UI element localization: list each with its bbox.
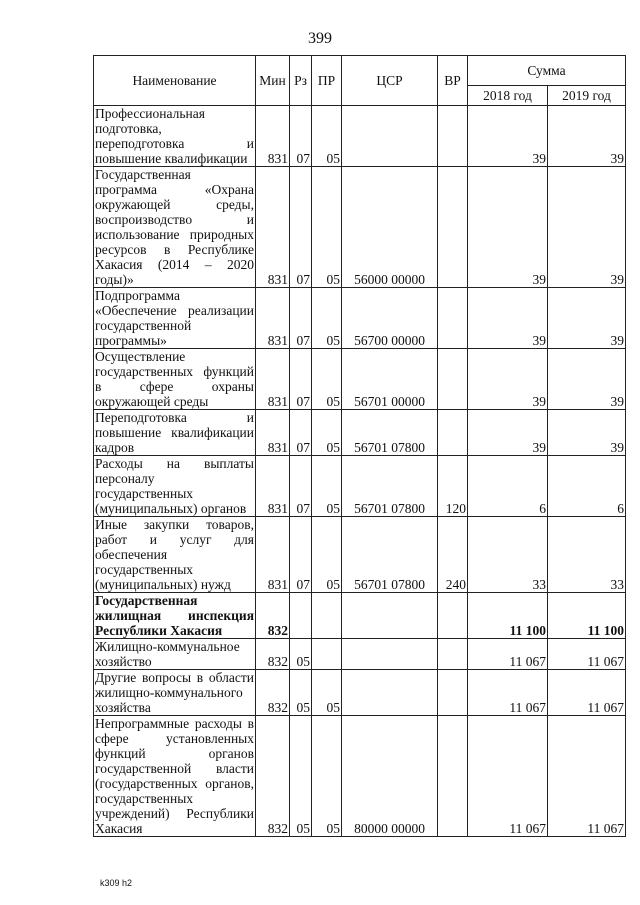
cell-pr: 05 <box>312 670 342 716</box>
cell-y2018: 6 <box>468 456 548 517</box>
table-row <box>94 410 626 456</box>
cell-rz: 07 <box>290 410 312 456</box>
cell-rz: 05 <box>290 670 312 716</box>
cell-pr: 05 <box>312 716 342 837</box>
cell-name: Другие вопросы в области жилищно-коммунального хозяйства <box>95 670 254 715</box>
cell-y2018: 11 067 <box>468 670 548 716</box>
table-row <box>94 593 626 639</box>
cell-name: Жилищно-коммунальное хозяйство <box>94 639 256 670</box>
cell-y2018: 39 <box>468 106 548 167</box>
cell-pr: 05 <box>312 517 342 593</box>
cell-rz: 07 <box>290 288 312 349</box>
header-pr: ПР <box>312 56 342 106</box>
cell-rz: 07 <box>290 167 312 288</box>
cell-name: Непрограммные расходы в сфере установленных функций органов государственной власти (государственных органов, государственных учреждений) Республики Хакасия <box>95 716 254 836</box>
cell-y2019: 39 <box>548 349 626 410</box>
table-row <box>94 716 626 837</box>
cell-csr <box>342 670 438 716</box>
cell-min: 832 <box>256 716 290 837</box>
cell-vr: 240 <box>438 517 468 593</box>
table-row <box>94 106 626 167</box>
cell-name: Государственная программа «Охрана окружающей среды, воспроизводство и использование природных ресурсов в Республике Хакасия (2014 – 2020 годы)» <box>95 167 254 287</box>
cell-rz: 05 <box>290 716 312 837</box>
cell-csr: 80000 00000 <box>342 716 438 837</box>
cell-vr <box>438 593 468 639</box>
budget-table <box>93 55 626 837</box>
cell-vr <box>438 349 468 410</box>
cell-vr <box>438 106 468 167</box>
cell-pr: 05 <box>312 288 342 349</box>
cell-min: 831 <box>256 167 290 288</box>
cell-y2018: 11 100 <box>468 593 548 639</box>
cell-csr: 56701 07800 <box>342 517 438 593</box>
header-csr: ЦСР <box>342 56 438 106</box>
cell-y2018: 39 <box>468 349 548 410</box>
cell-csr: 56701 00000 <box>342 349 438 410</box>
cell-name: Осуществление государственных функций в сфере охраны окружающей среды <box>95 349 254 409</box>
cell-rz: 05 <box>290 639 312 670</box>
table-row <box>94 349 626 410</box>
cell-min: 831 <box>256 456 290 517</box>
cell-min: 832 <box>256 593 290 639</box>
cell-pr: 05 <box>312 106 342 167</box>
cell-vr <box>438 639 468 670</box>
table-row <box>94 670 626 716</box>
cell-name: Подпрограмма «Обеспечение реализации государственной программы» <box>95 288 254 348</box>
cell-vr: 120 <box>438 456 468 517</box>
cell-pr: 05 <box>312 349 342 410</box>
table-row <box>94 639 626 670</box>
cell-csr: 56700 00000 <box>342 288 438 349</box>
cell-y2019: 6 <box>548 456 626 517</box>
cell-y2019: 33 <box>548 517 626 593</box>
cell-pr: 05 <box>312 456 342 517</box>
page-number: 399 <box>308 30 332 47</box>
cell-y2018: 39 <box>468 288 548 349</box>
cell-y2018: 39 <box>468 410 548 456</box>
footer-code: k309 h2 <box>100 878 133 888</box>
cell-y2018: 11 067 <box>468 716 548 837</box>
cell-pr <box>312 593 342 639</box>
cell-y2019: 11 067 <box>548 639 626 670</box>
header-2019: 2019 год <box>548 86 626 106</box>
cell-name: Иные закупки товаров, работ и услуг для обеспечения государственных (муниципальных) нужд <box>95 517 254 592</box>
cell-name: Расходы на выплаты персоналу государственных (муниципальных) органов <box>95 456 254 516</box>
table-row <box>94 517 626 593</box>
cell-y2019: 39 <box>548 106 626 167</box>
cell-min: 831 <box>256 106 290 167</box>
cell-csr <box>342 639 438 670</box>
cell-pr: 05 <box>312 167 342 288</box>
header-sum: Сумма <box>468 56 626 86</box>
cell-name: Переподготовка и повышение квалификации кадров <box>95 410 254 455</box>
cell-y2019: 39 <box>548 167 626 288</box>
cell-vr <box>438 288 468 349</box>
cell-y2019: 11 067 <box>548 716 626 837</box>
cell-y2019: 39 <box>548 410 626 456</box>
cell-y2018: 33 <box>468 517 548 593</box>
header-vr: ВР <box>438 56 468 106</box>
cell-rz: 07 <box>290 456 312 517</box>
cell-csr: 56701 07800 <box>342 456 438 517</box>
cell-rz: 07 <box>290 106 312 167</box>
cell-csr: 56701 07800 <box>342 410 438 456</box>
cell-y2018: 11 067 <box>468 639 548 670</box>
cell-csr: 56000 00000 <box>342 167 438 288</box>
cell-vr <box>438 410 468 456</box>
cell-vr <box>438 670 468 716</box>
cell-csr <box>342 593 438 639</box>
table-row <box>94 456 626 517</box>
cell-min: 832 <box>256 670 290 716</box>
cell-name: Государственная жилищная инспекция Республики Хакасия <box>95 593 254 638</box>
cell-min: 831 <box>256 288 290 349</box>
cell-y2019: 39 <box>548 288 626 349</box>
cell-y2018: 39 <box>468 167 548 288</box>
header-rz: Рз <box>290 56 312 106</box>
table-row <box>94 288 626 349</box>
cell-min: 832 <box>256 639 290 670</box>
cell-vr <box>438 167 468 288</box>
cell-min: 831 <box>256 410 290 456</box>
cell-pr <box>312 639 342 670</box>
cell-y2019: 11 100 <box>548 593 626 639</box>
cell-rz: 07 <box>290 517 312 593</box>
header-min: Мин <box>256 56 290 106</box>
cell-csr <box>342 106 438 167</box>
table-row <box>94 167 626 288</box>
header-name: Наименование <box>94 56 256 106</box>
cell-rz <box>290 593 312 639</box>
cell-pr: 05 <box>312 410 342 456</box>
cell-min: 831 <box>256 517 290 593</box>
cell-rz: 07 <box>290 349 312 410</box>
header-2018: 2018 год <box>468 86 548 106</box>
cell-y2019: 11 067 <box>548 670 626 716</box>
cell-min: 831 <box>256 349 290 410</box>
cell-name: Профессиональная подготовка, переподготовка и повышение квалификации <box>95 106 254 166</box>
cell-vr <box>438 716 468 837</box>
